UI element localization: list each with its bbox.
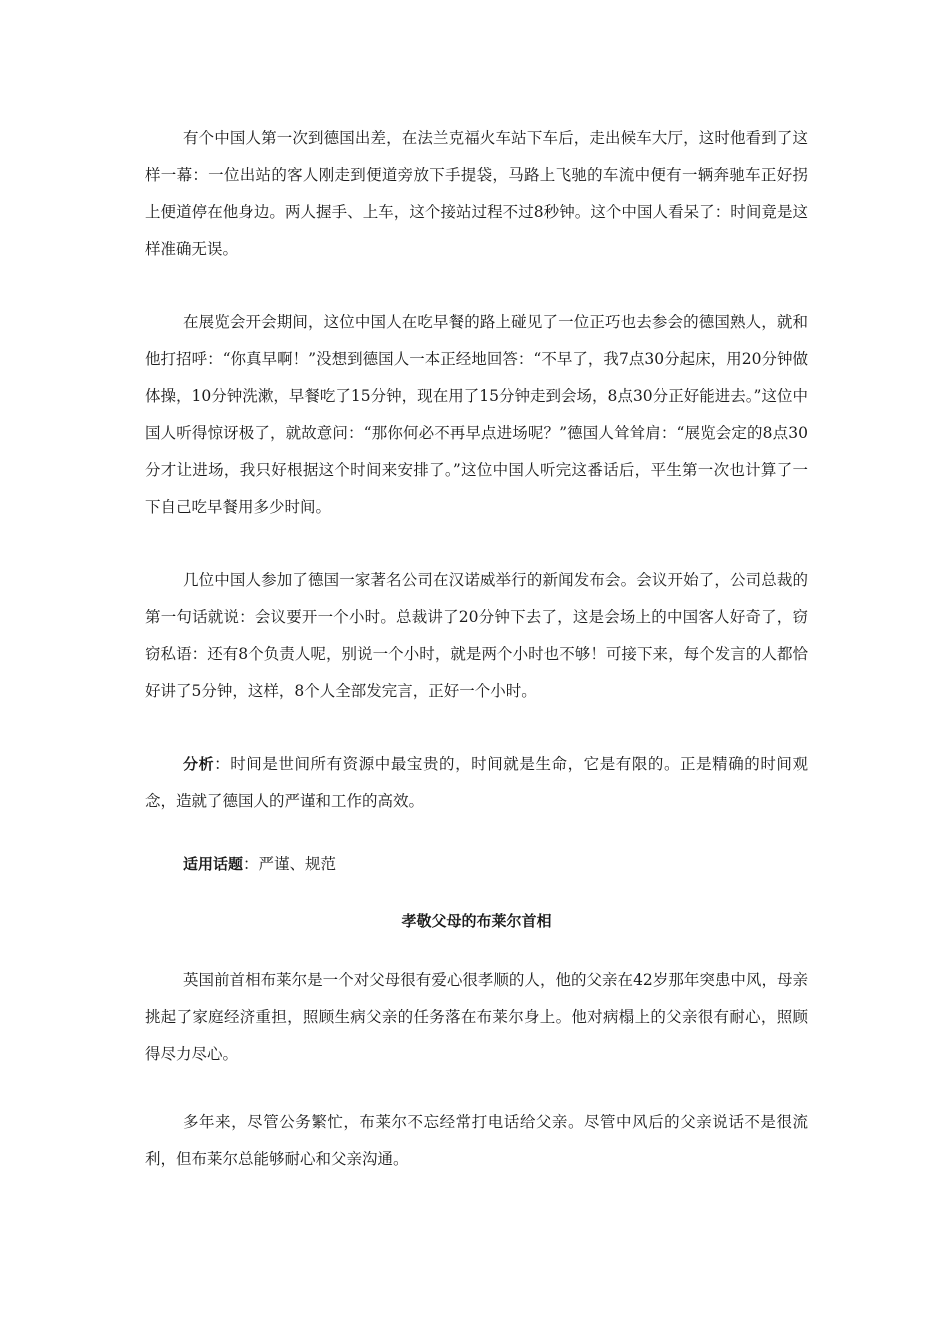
paragraph-analysis bbox=[145, 746, 808, 820]
paragraph-blair-father: 英国前首相布莱尔是一个对父母很有爱心很孝顺的人，他的父亲在42岁那年突患中风，母亲挑起了家庭经济重担，照顾生病父亲的任务落在布莱尔身上。他对病榻上的父亲很有耐心，照顾得尽力尽心。 bbox=[145, 971, 808, 1063]
analysis-label: 分析 bbox=[183, 755, 215, 773]
paragraph-press-conference: 几位中国人参加了德国一家著名公司在汉诺威举行的新闻发布会。会议开始了，公司总裁的第一句话就说：会议要开一个小时。总裁讲了20分钟下去了，这是会场上的中国客人好奇了，窃窃私语：还有8个负责人呢，别说一个小时，就是两个小时也不够！可接下来，每个发言的人都恰好讲了5分钟，这样，8个人全部发完言，正好一个小时。 bbox=[145, 571, 808, 700]
paragraph-exhibition-breakfast: 在展览会开会期间，这位中国人在吃早餐的路上碰见了一位正巧也去参会的德国熟人，就和他打招呼：“你真早啊！”没想到德国人一本正经地回答：“不早了，我7点30分起床，用20分钟做体操，10分钟洗漱，早餐吃了15分钟，现在用了15分钟走到会场，8点30分正好能进去。”这位中国人听得惊讶极了，就故意问：“那你何必不再早点进场呢？”德国人耸耸肩：“展览会定的8点30分才让进场，我只好根据这个时间来安排了。”这位中国人听完这番话后，平生第一次也计算了一下自己吃早餐用多少时间。 bbox=[145, 313, 808, 516]
paragraph-frankfurt-station: 有个中国人第一次到德国出差，在法兰克福火车站下车后，走出候车大厅，这时他看到了这样一幕：一位出站的客人刚走到便道旁放下手提袋，马路上飞驰的车流中便有一辆奔驰车正好拐上便道停在他身边。两人握手、上车，这个接站过程不过8秒钟。这个中国人看呆了：时间竟是这样准确无误。 bbox=[145, 129, 808, 258]
paragraph-topic bbox=[145, 846, 808, 883]
paragraph-blair-calls: 多年来，尽管公务繁忙，布莱尔不忘经常打电话给父亲。尽管中风后的父亲说话不是很流利，但布莱尔总能够耐心和父亲沟通。 bbox=[145, 1113, 808, 1168]
analysis-text: ：时间是世间所有资源中最宝贵的，时间就是生命，它是有限的。正是精确的时间观念，造就了德国人的严谨和工作的高效。 bbox=[145, 755, 808, 810]
topic-text: ：严谨、规范 bbox=[243, 855, 337, 873]
topic-label: 适用话题 bbox=[183, 855, 244, 873]
section-heading: 孝敬父母的布莱尔首相 bbox=[401, 912, 552, 930]
